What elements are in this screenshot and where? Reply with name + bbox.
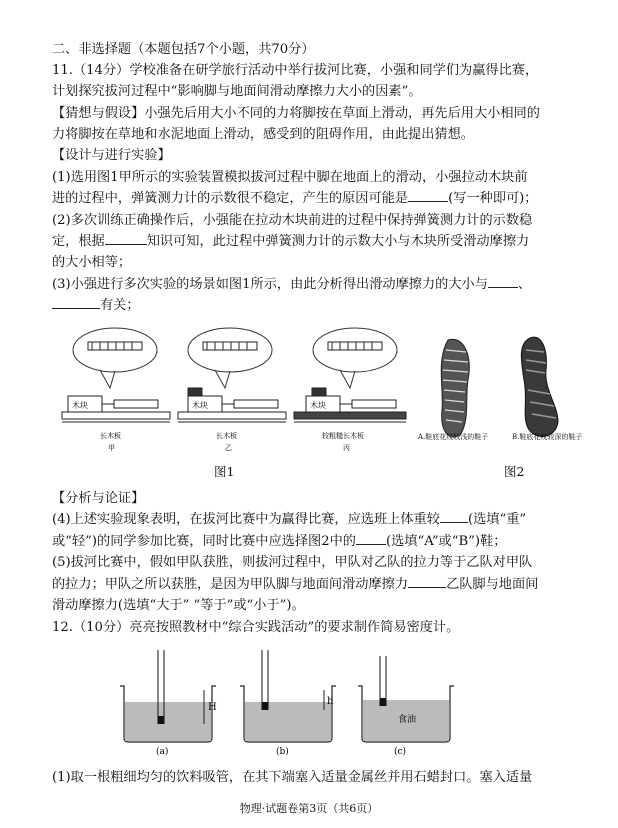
q11-text: 定，根据 — [52, 234, 105, 249]
q11-line — [52, 275, 592, 294]
answer-blank[interactable] — [105, 233, 147, 245]
shoe-sole-b-icon — [521, 337, 558, 436]
answer-blank[interactable] — [440, 511, 468, 523]
beakers-figure — [112, 646, 532, 756]
page-footer: 物理·试题卷第3页（共6页） — [239, 802, 379, 815]
magnified-scale-bubble — [73, 328, 397, 388]
q11-line: (2)多次训练正确操作后，小强能在拉动木块前进的过程中保持弹簧测力计的示数稳 — [52, 213, 533, 228]
q12-line: (1)取一根粗细均匀的饮料吸管，在其下端塞入适量金属丝并用石蜡封口。塞入适量 — [52, 770, 533, 785]
q11-line: 11.（14分）学校准备在研学旅行活动中举行拔河比赛，小强和同学们为赢得比赛， — [52, 63, 539, 78]
sub-label: 乙 — [225, 444, 232, 452]
figure-2-caption: 图2 — [504, 464, 525, 479]
height-label: h — [327, 696, 334, 707]
beaker-label: (c) — [394, 747, 407, 756]
q11-text: 知识可知，此过程中弹簧测力计的示数大小与木块所受滑动摩擦力 — [146, 234, 530, 249]
block-label: 木块 — [192, 401, 208, 410]
q11-line — [52, 232, 592, 251]
answer-blank[interactable] — [52, 297, 100, 309]
beaker-label: (a) — [156, 747, 169, 756]
q11-text: 有关； — [100, 298, 140, 313]
sub-label: 甲 — [108, 444, 115, 452]
board — [62, 412, 406, 422]
board-label: 较粗糙长木板 — [322, 432, 364, 440]
q11-line: (5)拔河比赛中，假如甲队获胜，则拔河过程中，甲队对乙队的拉力等于乙队对甲队 — [52, 555, 533, 570]
sub-label: 丙 — [343, 444, 350, 452]
q11-line — [52, 575, 592, 594]
q11-line: 的大小相等； — [52, 255, 132, 270]
q11-text: (3)小强进行多次实验的场景如图1所示，由此分析得出滑动摩擦力的大小与 — [52, 277, 488, 292]
block-label: 木块 — [310, 401, 326, 410]
oil-label: 食油 — [398, 715, 417, 725]
q11-line: 【设计与进行实验】 — [52, 148, 171, 163]
q11-line: 计划探究拔河过程中“影响脚与地面间滑动摩擦力大小的因素”。 — [52, 84, 422, 99]
height-label: H — [208, 702, 217, 713]
answer-blank[interactable] — [408, 576, 446, 588]
q11-text: (选填“重” — [467, 512, 527, 527]
shoe-a-label: A.鞋底花纹较浅的鞋子 — [418, 433, 489, 441]
spring-scale — [102, 400, 396, 408]
shoe-sole-a-icon — [441, 339, 469, 437]
answer-blank[interactable] — [408, 190, 448, 202]
figure-1 — [60, 318, 410, 468]
board-label: 长木板 — [216, 432, 237, 440]
q11-text: (选填“A”或“B”)鞋； — [385, 534, 507, 549]
q11-text: (写一种即可)； — [448, 191, 538, 206]
q11-text: 或“轻”)的同学参加比赛，同时比赛中应选择图2中的 — [52, 534, 356, 549]
beaker-label: (b) — [276, 747, 289, 756]
block-label: 木块 — [72, 401, 88, 410]
q12-line: 12.（10分）亮亮按照教材中“综合实践活动”的要求制作简易密度计。 — [52, 620, 460, 635]
q11-text: (4)上述实验现象表明，在拔河比赛中为赢得比赛，应选班上体重较 — [52, 512, 440, 527]
q11-line: 滑动摩擦力(选填“大于” “等于”或“小于”)。 — [52, 598, 305, 613]
q11-text: 进的过程中，弹簧测力计的示数很不稳定，产生的原因可能是 — [52, 191, 409, 206]
q11-line — [52, 510, 592, 529]
q11-line: 【分析与论证】 — [52, 491, 145, 506]
answer-blank[interactable] — [488, 276, 518, 288]
q11-text: 的拉力；甲队之所以获胜，是因为甲队脚与地面间滑动摩擦力 — [52, 577, 409, 592]
q11-line — [52, 532, 592, 551]
q11-line: (1)选用图1甲所示的实验装置模拟拔河过程中脚在地面上的滑动，小强拉动木块前 — [52, 170, 528, 185]
section-heading: 二、非选择题（本题包括7个小题，共70分） — [52, 42, 315, 57]
q11-line: 力将脚按在草地和水泥地面上滑动，感受到的阻碍作用，由此提出猜想。 — [52, 127, 474, 142]
shoe-b-label: B.鞋底花纹较深的鞋子 — [512, 433, 583, 441]
q11-line: 【猜想与假设】小强先后用大小不同的力将脚按在草面上滑动，再先后用大小相同的 — [52, 106, 540, 121]
figure-1-caption: 图1 — [214, 464, 235, 479]
q11-text: 、 — [517, 277, 532, 292]
q11-text: 乙队脚与地面间 — [446, 577, 539, 592]
answer-blank[interactable] — [356, 533, 386, 545]
q11-line — [52, 296, 592, 315]
board-label: 长木板 — [100, 432, 121, 440]
q11-line — [52, 189, 592, 208]
